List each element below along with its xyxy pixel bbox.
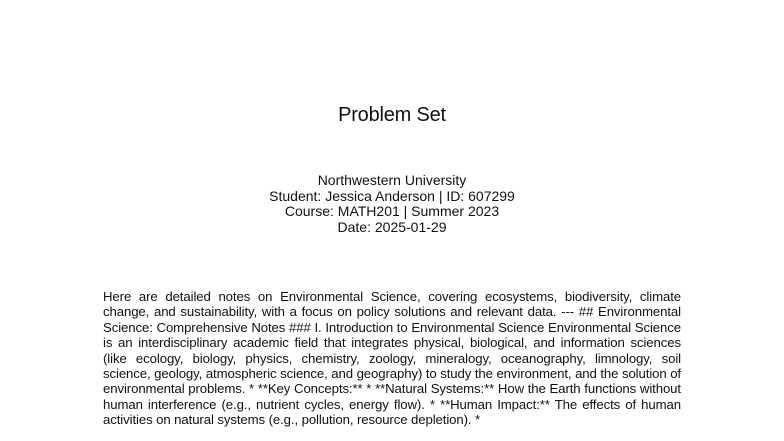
body-paragraph: Here are detailed notes on Environmental Science, covering ecosystems, biodiversity, climate change, and sustainability, with a focus on policy solutions and relevant data. --- ## Environmental Science: Comprehensive Notes ### I. Introduction to Environmental Science Environmental Science is an interdisciplinary academic field that integrates physical, biological, and information sciences (like ecology, biology, physics, chemistry, zoology, mineralogy, oceanography, limnology, soil science, geology, atmospheric science, and geography) to study the environment, and the solution of environmental problems. * **Key Concepts:** * **Natural Systems:** How the Earth functions without human interference (e.g., nutrient cycles, energy flow). * **Human Impact:** The effects of human activities on natural systems (e.g., pollution, resource depletion). * [103,289,681,428]
student-info: Student: Jessica Anderson | ID: 607299 [269,187,515,204]
page-title: Problem Set [338,104,446,126]
header-block [0,173,784,235]
course-info: Course: MATH201 | Summer 2023 [284,203,500,219]
institution-name: Northwestern University [317,172,467,188]
date-info: Date: 2025-01-29 [337,218,447,235]
